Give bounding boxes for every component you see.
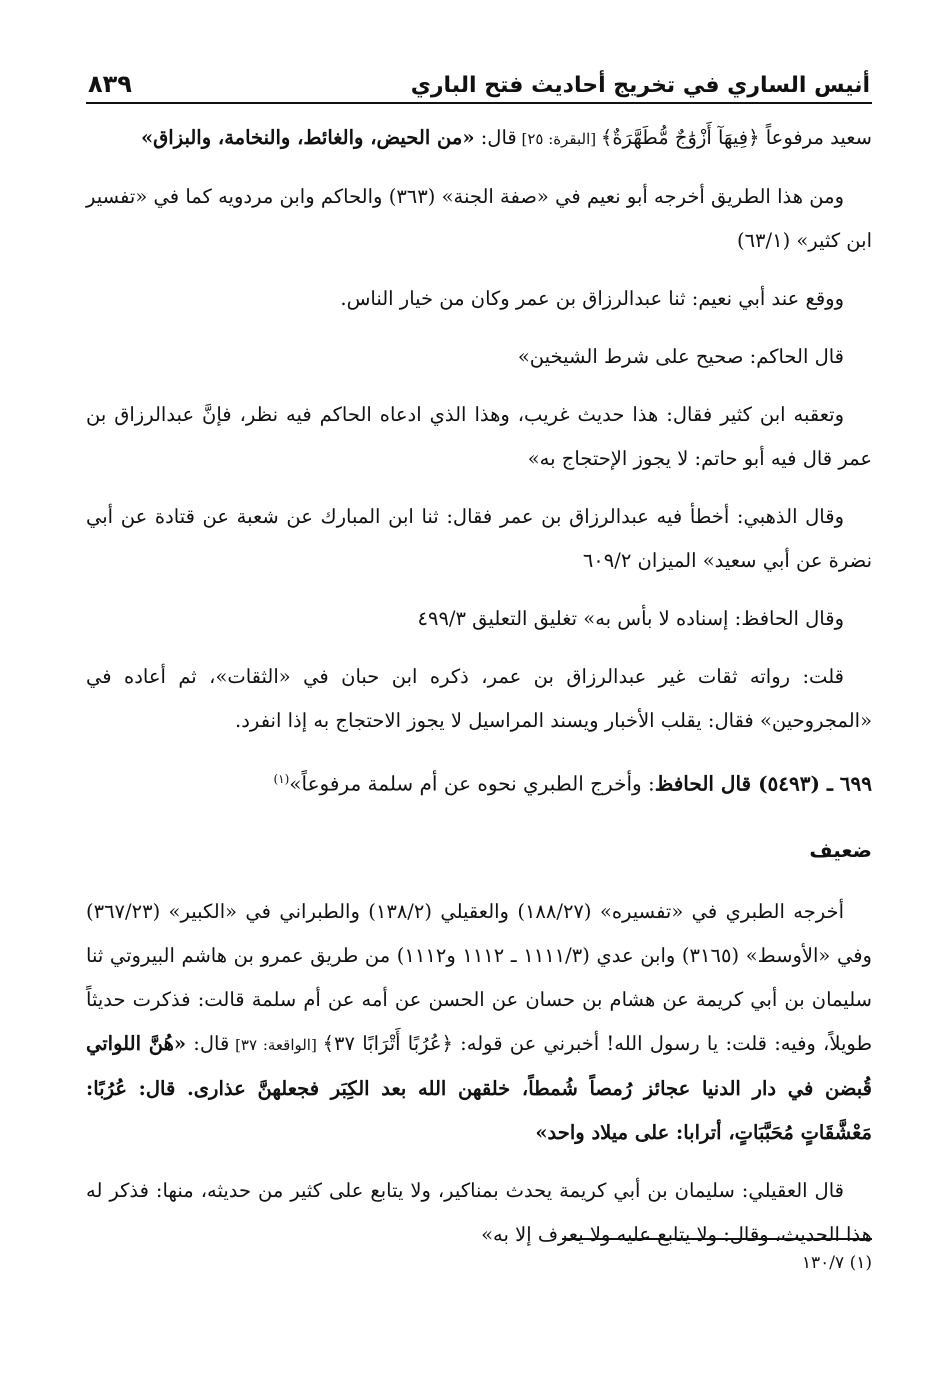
footnote	[802, 1248, 872, 1278]
entry-text: : وأخرج الطبري نحوه عن أم سلمة مرفوعاً»	[289, 771, 655, 796]
quran-verse-1: ﴿فِيهَآ أَزْوَٰجٌ مُّطَهَّرَةٌ﴾	[600, 126, 760, 149]
footnote-divider	[562, 1238, 872, 1240]
page-body	[86, 116, 872, 1257]
running-title: أنيس الساري في تخريج أحاديث فتح الباري	[410, 73, 870, 98]
quran-reference-2: [الواقعة: ٣٧]	[229, 1035, 323, 1054]
quran-verse-2: ﴿عُرُبًا أَتْرَابًا ٣٧﴾	[322, 1031, 453, 1055]
paragraph-2: ومن هذا الطريق أخرجه أبو نعيم في «صفة الجنة» (٣٦٣) والحاكم وابن مردويه كما في «تفسير ابن كثير» (٦٣/١)	[86, 185, 872, 252]
paragraph-1	[86, 116, 872, 161]
paragraph-3: ووقع عند أبي نعيم: ثنا عبدالرزاق بن عمر وكان من خيار الناس.	[340, 287, 844, 310]
book-page	[86, 60, 872, 1360]
paragraph-7: وقال الحافظ: إسناده لا بأس به» تغليق التعليق ٤٩٩/٣	[417, 607, 844, 630]
paragraph-5: وتعقبه ابن كثير فقال: هذا حديث غريب، وهذا الذي ادعاه الحاكم فيه نظر، فإنَّ عبدالرزاق بن عمر قال فيه أبو حاتم: لا يجوز الإحتجاج به»	[86, 403, 872, 470]
footnote-marker: (١)	[849, 1253, 872, 1273]
paragraph-10: قال العقيلي: سليمان بن أبي كريمة يحدث بمناكير، ولا يتابع على كثير من حديثه، منها: فذكر له هذا الحديث، وقال: ولا يتابع عليه ولا يعرف إلا به»	[86, 1178, 872, 1246]
paragraph-1-lead: سعيد مرفوعاً	[759, 126, 872, 149]
paragraph-4: قال الحاكم: صحيح على شرط الشيخين»	[517, 345, 844, 368]
quran-reference-1: [البقرة: ٢٥]	[516, 130, 601, 148]
hadith-text-1: «من الحيض، والغائط، والنخامة، والبزاق»	[140, 126, 475, 149]
hadith-entry-heading	[86, 757, 872, 806]
hadith-text-2: «هُنَّ اللواتي قُبضن في دار الدنيا عجائز رُمصاً شُمطاً، خلقهن الله بعد الكِبَر فجعلهنَّ عذارى. قال: عُرُبًا: مَعْشَّقَاتٍ مُحَبَّبَاتٍ، أترابا: على ميلاد واحد»	[86, 1031, 872, 1144]
hadith-grade: ضعيف	[809, 837, 872, 862]
paragraph-9-text: أخرجه الطبري في «تفسيره» (١٨٨/٢٧) والعقيلي (١٣٨/٢) والطبراني في «الكبير» (٣٦٧/٢٣) وفي «الأوسط» (٣١٦٥) وابن عدي (١١١١/٣ ـ ١١١٢ و١١١٢) من طريق عمرو بن هاشم البيروتي ثنا سليمان بن أبي كريمة عن هشام بن حسان عن الحسن عن أمه عن أم سلمة قالت: فذكرت حديثاً طويلاً، وفيه: قلت: يا رسول الله! أخبرني عن قوله:	[86, 899, 872, 1055]
footnote-reference[interactable]: (١)	[273, 772, 290, 786]
paragraph-6: وقال الذهبي: أخطأ فيه عبدالرزاق بن عمر فقال: ثنا ابن المبارك عن شعبة عن قتادة عن أبي نضرة عن أبي سعيد» الميزان ٦٠٩/٢	[86, 505, 872, 572]
paragraph-8: قلت: رواته ثقات غير عبدالرزاق بن عمر، ذكره ابن حبان في «الثقات»، ثم أعاده في «المجروحين» فقال: يقلب الأخبار ويسند المراسيل لا يجوز الاحتجاج به إذا انفرد.	[86, 665, 872, 732]
paragraph-9-said: قال:	[186, 1031, 230, 1055]
page-number: ٨٣٩	[88, 70, 132, 98]
page-header	[86, 60, 872, 104]
paragraph-9	[86, 890, 872, 1155]
paragraph-1-said: قال:	[474, 126, 517, 149]
footnote-text: ١٣٠/٧	[801, 1253, 845, 1273]
entry-number: ٦٩٩ ـ (٥٤٩٣) قال الحافظ	[654, 771, 872, 796]
